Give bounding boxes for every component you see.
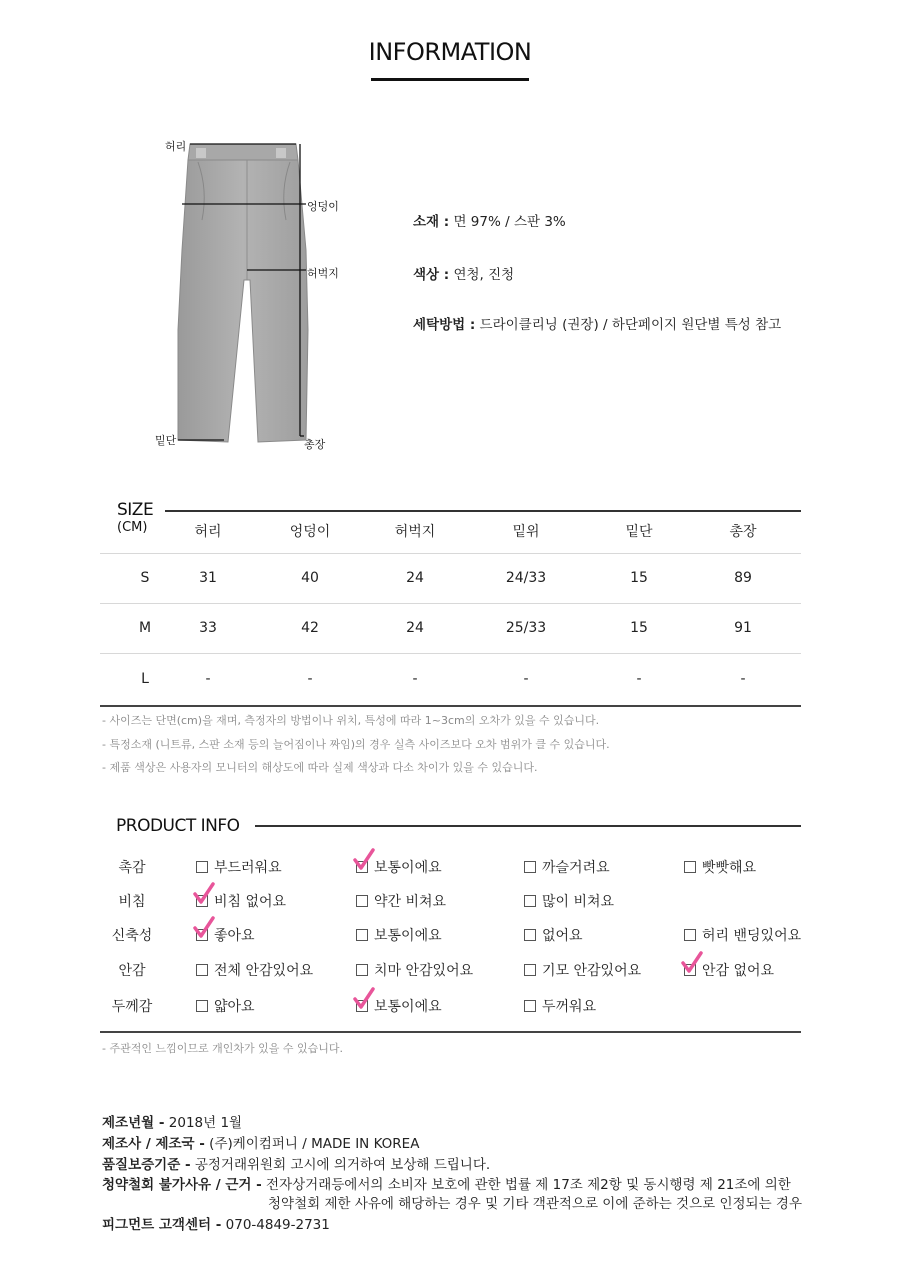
diagram-label-hip: 엉덩이 [307, 200, 339, 213]
footer-value: 공정거래위원회 고시에 의거하여 보상해 드립니다. [190, 1157, 491, 1173]
checkmark-icon [681, 951, 703, 975]
product-info-option[interactable] [356, 996, 442, 1016]
info-color [413, 263, 514, 283]
size-col-header: 총장 [729, 524, 757, 540]
product-info-option[interactable] [196, 996, 255, 1016]
table-cell: 33 [199, 620, 217, 636]
checkbox[interactable] [356, 929, 368, 941]
product-info-option-label: 얇아요 [214, 999, 255, 1015]
checked-checkbox[interactable] [196, 895, 208, 907]
checkmark-icon [353, 848, 375, 872]
pants-diagram [150, 130, 350, 460]
footer-manufacture-date [102, 1111, 242, 1131]
product-info-option-label: 부드러워요 [214, 860, 282, 876]
product-info-option-label: 허리 밴딩있어요 [702, 928, 802, 944]
product-info-bottom-rule [100, 1031, 801, 1033]
checkbox[interactable] [356, 964, 368, 976]
product-info-option-label: 약간 비쳐요 [374, 894, 447, 910]
checkbox[interactable] [356, 895, 368, 907]
table-cell: 89 [734, 570, 752, 586]
product-info-option[interactable] [356, 925, 442, 945]
product-info-note: - 주관적인 느낌이므로 개인차가 있을 수 있습니다. [102, 1042, 343, 1055]
product-info-label: 안감 [118, 963, 146, 979]
footer-value: (주)케이컴퍼니 / MADE IN KOREA [204, 1136, 420, 1152]
product-info-option-label: 비침 없어요 [214, 894, 287, 910]
product-info-option-label: 보통이에요 [374, 999, 442, 1015]
product-info-label: 두께감 [111, 999, 153, 1015]
footer-quality [102, 1153, 490, 1173]
product-info-option[interactable] [356, 891, 446, 911]
checked-checkbox[interactable] [684, 964, 696, 976]
product-info-option[interactable] [684, 925, 801, 945]
checkmark-icon [353, 987, 375, 1011]
checkbox[interactable] [196, 964, 208, 976]
size-unit: (CM) [117, 520, 148, 535]
product-info-option-label: 좋아요 [214, 928, 255, 944]
checkmark-icon [193, 882, 215, 906]
size-note: - 특정소재 (니트류, 스판 소재 등의 늘어짐이나 짜임)의 경우 실측 사이즈보다 오차 범위가 클 수 있습니다. [102, 738, 610, 751]
info-key: 세탁방법 : [413, 317, 476, 333]
size-heading: SIZE [117, 500, 154, 520]
product-info-option[interactable] [196, 891, 286, 911]
table-cell: 24/33 [505, 570, 547, 586]
checkbox[interactable] [524, 895, 536, 907]
product-info-label: 신축성 [111, 928, 153, 944]
table-cell: 24 [406, 620, 424, 636]
product-info-option[interactable] [684, 857, 756, 877]
pants-illustration [150, 130, 350, 460]
info-material [413, 210, 566, 230]
info-key: 색상 : [413, 267, 450, 283]
info-value: 면 97% / 스판 3% [449, 214, 566, 230]
product-info-option[interactable] [196, 925, 255, 945]
checkbox[interactable] [196, 861, 208, 873]
size-col-header: 밑위 [512, 524, 540, 540]
checkbox[interactable] [684, 861, 696, 873]
size-col-header: 허벅지 [394, 524, 436, 540]
product-info-option[interactable] [524, 925, 583, 945]
table-bottom-rule [100, 705, 801, 707]
footer-manufacturer [102, 1132, 419, 1152]
size-col-header: 허리 [194, 524, 222, 540]
product-info-option[interactable] [524, 857, 610, 877]
size-note: - 제품 색상은 사용자의 모니터의 해상도에 따라 실제 색상과 다소 차이가 있을 수 있습니다. [102, 761, 538, 774]
footer-value: 2018년 1월 [164, 1115, 243, 1131]
table-cell: 31 [199, 570, 217, 586]
table-cell: 15 [630, 620, 648, 636]
product-info-option[interactable] [196, 960, 313, 980]
table-cell: 91 [734, 620, 752, 636]
footer-customer-center [102, 1213, 330, 1233]
footer-value: 070-4849-2731 [221, 1217, 330, 1233]
product-info-option-label: 치마 안감있어요 [374, 963, 474, 979]
product-info-option-label: 빳빳해요 [702, 860, 757, 876]
footer-withdrawal-cont: 청약철회 제한 사유에 해당하는 경우 및 기타 객관적으로 이에 준하는 것으로 인정되는 경우 [268, 1196, 803, 1212]
size-note: - 사이즈는 단면(cm)을 재며, 측정자의 방법이나 위치, 특성에 따라 1~3cm의 오차가 있을 수 있습니다. [102, 714, 600, 727]
checkbox[interactable] [524, 861, 536, 873]
product-info-option-label: 많이 비쳐요 [542, 894, 615, 910]
diagram-label-thigh: 허벅지 [307, 267, 339, 280]
product-info-heading: PRODUCT INFO [116, 816, 240, 836]
product-info-option[interactable] [356, 857, 442, 877]
checkbox[interactable] [524, 929, 536, 941]
table-row [100, 654, 801, 704]
table-cell: 25/33 [505, 620, 547, 636]
product-info-heading-rule [255, 825, 801, 827]
table-row [100, 553, 801, 603]
checkbox[interactable] [684, 929, 696, 941]
product-info-option[interactable] [684, 960, 774, 980]
product-info-option-label: 없어요 [542, 928, 583, 944]
checked-checkbox[interactable] [356, 861, 368, 873]
product-info-option-label: 전체 안감있어요 [214, 963, 314, 979]
table-cell: - [740, 671, 746, 687]
product-info-option-label: 보통이에요 [374, 928, 442, 944]
diagram-label-length: 총장 [304, 438, 326, 451]
product-info-option-label: 안감 없어요 [702, 963, 775, 979]
size-row-label: S [140, 570, 150, 586]
size-col-header: 밑단 [625, 524, 653, 540]
product-info-option[interactable] [524, 996, 596, 1016]
checkbox[interactable] [524, 964, 536, 976]
product-info-option-label: 두꺼워요 [542, 999, 597, 1015]
footer-key: 품질보증기준 - [102, 1157, 191, 1173]
product-info-option[interactable] [524, 960, 641, 980]
size-header-row [100, 507, 801, 557]
table-cell: 24 [406, 570, 424, 586]
table-cell: 40 [301, 570, 319, 586]
footer-key: 피그먼트 고객센터 - [102, 1217, 222, 1233]
product-info-option-label: 까슬거려요 [542, 860, 610, 876]
product-info-label: 촉감 [118, 860, 146, 876]
product-info-option[interactable] [524, 891, 614, 911]
footer-value: 전자상거래등에서의 소비자 보호에 관한 법률 제 17조 제2항 및 동시행령 제 21조에 의한 [261, 1177, 791, 1193]
product-info-option[interactable] [356, 960, 473, 980]
product-info-label: 비침 [118, 894, 146, 910]
table-cell: - [412, 671, 418, 687]
checkbox[interactable] [524, 1000, 536, 1012]
footer-key: 제조년월 - [102, 1115, 165, 1131]
table-cell: - [523, 671, 529, 687]
checkbox[interactable] [196, 1000, 208, 1012]
checkmark-icon [193, 916, 215, 940]
info-value: 연청, 진청 [449, 267, 515, 283]
size-row-label: M [138, 620, 152, 636]
info-washing [413, 313, 781, 333]
diagram-label-hem: 밑단 [155, 434, 177, 447]
product-info-option-label: 보통이에요 [374, 860, 442, 876]
size-row-label: L [141, 671, 149, 687]
checked-checkbox[interactable] [196, 929, 208, 941]
diagram-label-waist: 허리 [165, 140, 187, 153]
table-cell: - [307, 671, 313, 687]
page-title: INFORMATION [368, 38, 532, 66]
product-info-option[interactable] [196, 857, 282, 877]
footer-key: 청약철회 불가사유 / 근거 - [102, 1177, 262, 1193]
footer-withdrawal [102, 1173, 791, 1193]
table-cell: - [205, 671, 211, 687]
footer-key: 제조사 / 제조국 - [102, 1136, 205, 1152]
info-key: 소재 : [413, 214, 450, 230]
size-col-header: 엉덩이 [289, 524, 331, 540]
table-cell: 42 [301, 620, 319, 636]
product-info-option-label: 기모 안감있어요 [542, 963, 642, 979]
title-underline [371, 78, 529, 81]
table-cell: - [636, 671, 642, 687]
table-row [100, 603, 801, 653]
info-value: 드라이클리닝 (권장) / 하단페이지 원단별 특성 참고 [475, 317, 782, 333]
checked-checkbox[interactable] [356, 1000, 368, 1012]
table-cell: 15 [630, 570, 648, 586]
